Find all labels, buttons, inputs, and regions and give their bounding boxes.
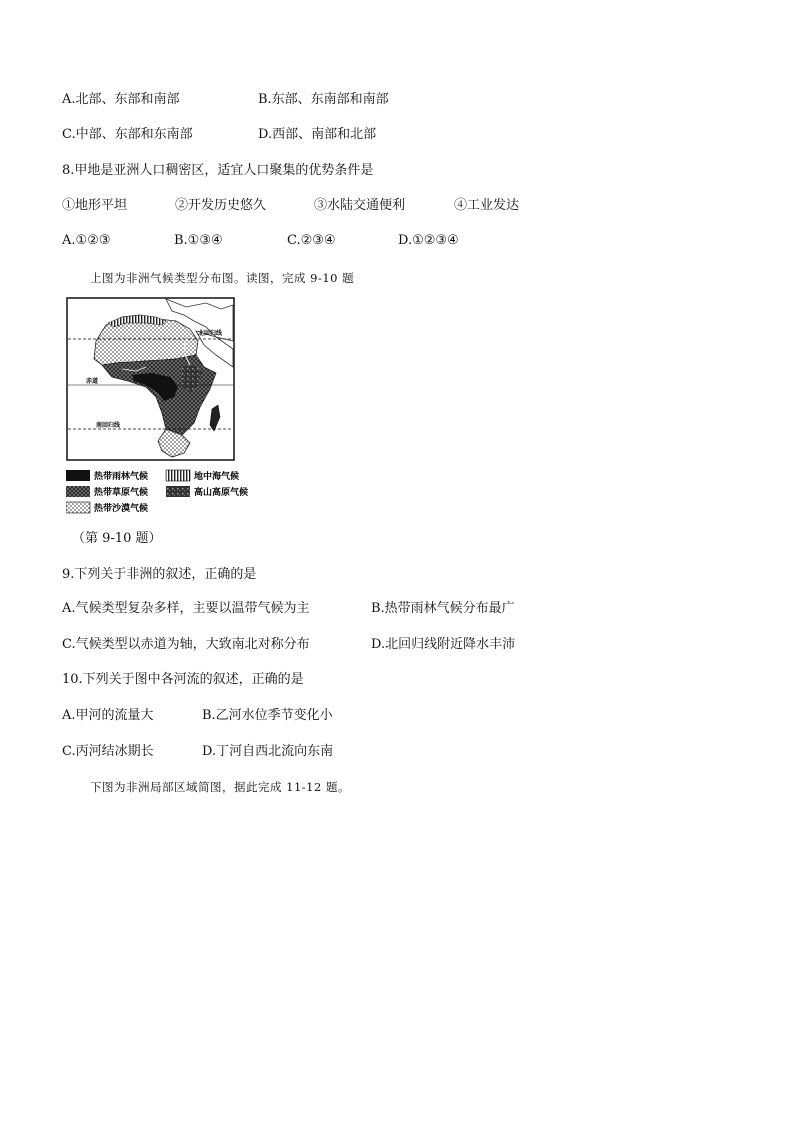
caption-9-10: （第 9-10 题）	[72, 531, 162, 546]
legend-label-rainforest: 热带雨林气候	[94, 472, 149, 482]
label-equator: 赤道	[86, 378, 99, 385]
q8-condition-1: ①地形平坦	[62, 198, 128, 213]
legend-label-highland: 高山高原气候	[194, 488, 249, 498]
q10-option-c: C.丙河结冰期长	[62, 744, 154, 759]
q8-option-c: C.②③④	[287, 233, 336, 248]
q8-condition-3: ③水陆交通便利	[314, 198, 406, 213]
q7-option-a: A.北部、东部和南部	[62, 92, 180, 107]
q10-option-a: A.甲河的流量大	[62, 708, 154, 723]
q7-option-c: C.中部、东部和东南部	[62, 127, 193, 142]
q9-option-a: A.气候类型复杂多样，主要以温带气候为主	[62, 601, 310, 616]
q8-condition-2: ②开发历史悠久	[175, 198, 267, 213]
q9-option-b: B.热带雨林气候分布最广	[371, 601, 515, 616]
legend-swatch-savanna	[66, 486, 90, 497]
map-legend	[66, 470, 248, 514]
q8-option-d: D.①②③④	[398, 233, 459, 248]
legend-swatch-rainforest	[66, 470, 90, 481]
q7-option-d: D.西部、南部和北部	[258, 127, 377, 142]
legend-swatch-desert	[66, 502, 90, 513]
label-tropic-south: 南回归线	[96, 422, 121, 429]
q9-option-d: D.北回归线附近降水丰沛	[371, 637, 516, 652]
q10-stem: 10.下列关于图中各河流的叙述，正确的是	[62, 672, 304, 687]
q8-option-a: A.①②③	[62, 233, 111, 248]
q8-condition-4: ④工业发达	[454, 198, 520, 213]
legend-swatch-highland	[166, 486, 190, 497]
intro-9-10: 上图为非洲气候类型分布图。读图，完成 9-10 题	[90, 271, 355, 285]
q9-option-c: C.气候类型以赤道为轴，大致南北对称分布	[62, 637, 310, 652]
label-tropic-north: 北回归线	[198, 330, 223, 337]
q7-option-b: B.东部、东南部和南部	[258, 92, 389, 107]
q9-stem: 9.下列关于非洲的叙述，正确的是	[62, 567, 257, 582]
legend-label-desert: 热带沙漠气候	[94, 504, 149, 514]
legend-label-savanna: 热带草原气候	[94, 488, 149, 498]
intro-11-12: 下图为非洲局部区域简图，据此完成 11-12 题。	[90, 780, 350, 794]
q8-stem: 8.甲地是亚洲人口稠密区，适宜人口聚集的优势条件是	[62, 163, 374, 178]
q10-option-b: B.乙河水位季节变化小	[202, 708, 333, 723]
q8-option-b: B.①③④	[174, 233, 223, 248]
q10-option-d: D.丁河自西北流向东南	[202, 744, 334, 759]
legend-swatch-mediterranean	[166, 470, 190, 481]
legend-label-mediterranean: 地中海气候	[194, 472, 240, 482]
africa-climate-map	[66, 297, 262, 519]
